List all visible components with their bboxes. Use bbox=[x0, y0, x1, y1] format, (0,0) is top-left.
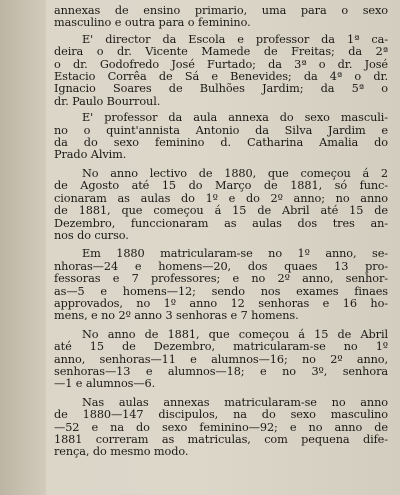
text-line: deira o dr. Vicente Mamede de Freitas; da 2ª bbox=[54, 45, 388, 59]
text-line: Ignacio Soares de Bulhões Jardim; da 5ª o bbox=[54, 82, 388, 96]
text-line: anno, senhoras—11 e alumnos—16; no 2º anno, bbox=[54, 352, 388, 366]
text-line: de 1881, que começou á 15 de Abril até 15 de bbox=[54, 204, 388, 218]
text-line: Em 1880 matricularam-se no 1º anno, se- bbox=[82, 247, 388, 261]
text-line: 1881 correram as matriculas, com pequena dife- bbox=[54, 433, 388, 446]
text-line: mens, e no 2º anno 3 senhoras e 7 homens. bbox=[54, 309, 299, 323]
text-line: Dezembro, funccionaram as aulas dos tres an- bbox=[54, 216, 388, 230]
text-line: de Agosto até 15 do Março de 1881, só func- bbox=[54, 179, 388, 193]
text-line: —1 e alumnos—6. bbox=[54, 377, 156, 391]
paragraph-aulas-annexas bbox=[54, 397, 388, 459]
text-line: Nas aulas annexas matricularam-se no anno bbox=[82, 395, 388, 409]
text-line: approvados, no 1º anno 12 senhoras e 16 ho- bbox=[54, 296, 388, 310]
text-line: o dr. Godofredo José Furtado; da 3ª o dr. José bbox=[54, 57, 388, 71]
text-line: da do sexo feminino d. Catharina Amalia do bbox=[54, 136, 388, 150]
paragraph-professor bbox=[54, 112, 388, 162]
text-line: No anno lectivo de 1880, que começou á 2 bbox=[82, 166, 388, 180]
text-line: annexas de ensino primario, uma para o sexo bbox=[54, 4, 388, 17]
text-line: E' professor da aula annexa do sexo masculi- bbox=[82, 111, 388, 125]
text-line: No anno de 1881, que começou á 15 de Abril bbox=[82, 327, 388, 341]
text-line: —52 e na do sexo feminino—92; e no anno de bbox=[54, 420, 388, 434]
text-line: Prado Alvim. bbox=[54, 148, 127, 162]
paragraph-1881 bbox=[54, 329, 388, 391]
paragraph-annexas bbox=[54, 5, 388, 30]
text-line: nhoras—24 e homens—20, dos quaes 13 pro- bbox=[54, 259, 388, 273]
paragraph-anno-lectivo bbox=[54, 168, 388, 242]
text-line: nos do curso. bbox=[54, 228, 129, 242]
text-line: dr. Paulo Bourroul. bbox=[54, 94, 161, 108]
text-line: Estacio Corrêa de Sá e Benevides; da 4ª o dr. bbox=[54, 70, 388, 84]
text-line: masculino e outra para o feminino. bbox=[54, 16, 251, 30]
text-line: no o quint'annista Antonio da Silva Jardim e bbox=[54, 123, 388, 137]
text-line: fessoras e 7 professores; e no 2º anno, senhor- bbox=[54, 272, 388, 286]
paragraph-1880 bbox=[54, 248, 388, 322]
text-line: rença, do mesmo modo. bbox=[54, 445, 189, 459]
text-line: até 15 de Dezembro, matricularam-se no 1º bbox=[54, 340, 388, 354]
text-line: de 1880—147 discipulos, na do sexo masculino bbox=[54, 408, 388, 422]
paragraph-director bbox=[54, 34, 388, 108]
text-line: cionaram as aulas do 1º e do 2º anno; no anno bbox=[54, 191, 388, 205]
text-line: senhoras—13 e alumnos—18; e no 3º, senhora bbox=[54, 364, 388, 378]
text-line: as—5 e homens—12; sendo nos exames finaes bbox=[54, 284, 388, 298]
text-line: E' director da Escola e professor da 1ª ca- bbox=[82, 32, 388, 46]
